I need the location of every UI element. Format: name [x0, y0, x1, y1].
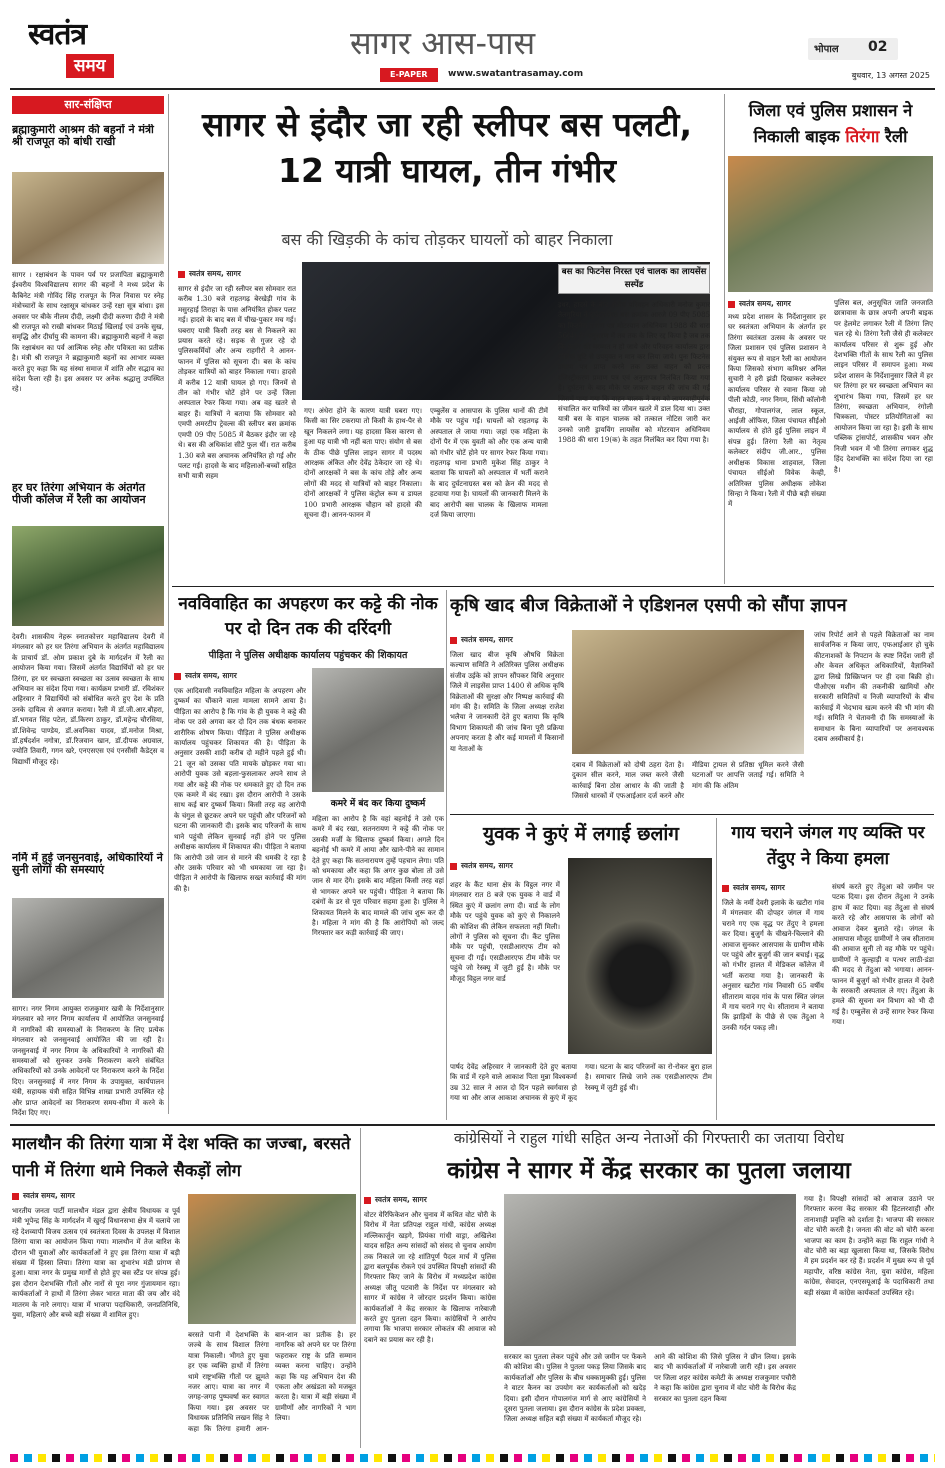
congress-byline: स्वतंत्र समय, सागर: [364, 1194, 484, 1206]
lead-fact-box: [558, 264, 710, 294]
leopard-byline: स्वतंत्र समय, सागर: [722, 882, 832, 894]
malthon-divider: [360, 1128, 361, 1448]
leopard-headline: गाय चराने जंगल गए व्यक्ति पर तेंदुए ने किया हमला: [731, 823, 925, 869]
sidebar-story2-body: देवरी। शासकीय नेहरू स्नातकोत्तर महाविद्यालय देवरी में मंगलवार को हर घर तिरंगा अभियान के अंतर्गत महाविद्यालय के प्राचार्य डॉ. ओम प्रकाश दुबे के मार्गदर्शन में रैली का आयोजन किया गया। जिसमें अंतर्गत विद्यार्थियों को हर घर तिरंगा, हर घर स्वच्छता स्वच्छता का उत्सव स्वच्छता के साथ अभियान का संदेश दिया गया। कार्यक्रम प्रभारी डॉ. रविशंकर अहिरवार ने विद्यार्थियों को संबोधित करते हुए देश के प्रति उनके दायित्व से अवगत कराया। रैली में डॉ.जी.आर.बौहरा, डॉ.भगवत सिंह पटेल, डॉ.किरण ठाकुर, डॉ.महेन्द्र चौरसिया, डॉ.शिवेन्द्र पाण्डेय, डॉ.अवनिका यादव, डॉ.मनोज मिश्रा, डॉ.हर्षदर्शन नगोत्रा, डॉ.रिजवान खान, डॉ.दीपक अग्रवाल, ज्योति तिवारी, गगन खरे, एनएसएस एवं एनसीसी कैडेट्स व विद्यार्थी मौजूद रहे।: [12, 633, 164, 766]
sidebar-story3-body: सागर। नगर निगम आयुक्त राजकुमार खत्री के निर्देशानुसार मंगलवार को नगर निगम कार्यालय में आयोजित जनसुनवाई में नागरिकों की समस्याओं के निराकरण के लिए प्रत्येक मंगलवार को जनसुनवाई आयोजित की जा रही है। जनसुनवाई में नगर निगम के अधिकारियों ने नागरिकों की समस्याओं को सुनकर उनके निराकरण करने संबंधित अधिकारियों को उनके आवेदनों पर निराकरण करने के निर्देश दिए। जनसुनवाई में नगर निगम के उपायुक्त, कार्यपालन यंत्री, सहायक यंत्री सहित विभिन्न शाखा प्रभारी उपस्थित रहे और प्राप्त आवेदनों का निराकरण समय-सीमा में करने के निर्देश दिए गए।: [12, 1005, 164, 1118]
lead-col4: इधर, हादसे के बाद क्षेत्रीय परिवहन अधिकारी मनोज कुमार तेलगुरिया ने दुर्घटनाग्रस्त बस क्रमांक आरजे 09 पीए 5085 का फिटनेस प्रमाण पत्र मोटरयान अधिनियम 1988 की धारा 56(4) के अनुसरण में तब तक के लिए रद्द किया है जब तक कि वाहन की मरम्मत न हो जाये और परिवहन कार्यालय द्वारा यांत्रिक त्रुटि से उपयुक्त न मान कर लिया जाये। पुनः फिटनेस प्रमाण पत्र प्राप्त करने तक उक्त वाहन को प्रदत्त रजिस्ट्रीकरण प्रमाण पत्र एवं अनुज्ञापत्र निलंबित किया गया है। दुर्घटना के बाद मौके पर जाकर वाहन की जांच की गई जिसमें पाया गया कि वाहन चालक ने बस को लापरवाहीपूर्वक संचालित कर यात्रियों का जीवन खतरे में डाल दिया था। उक्त यात्री बस के वाहन चालक को तत्काल नोटिस जारी कर उनको जारी ड्रायविंग लायसेंस को मोटरयान अधिनियम 1988 की धारा 19(क) के तहत निलंबित कर दिया गया है।: [558, 301, 710, 445]
fertilizer-col2: दबाव में विक्रेताओं को दोषी ठहरा देता है। दुकान सील करने, माल जब्त करने जैसी कार्रवाई बिना ठोस आधार के की जाती है जिससे धारकों में एफआईआर दर्ज करने और मीडिया ट्रायल से प्रतिष्ठा धूमिल करने जैसी घटनाओं पर आपत्ति जताई गई। समिति ने मांग की कि अंतिम: [572, 761, 804, 801]
epaper-bar: [380, 68, 750, 82]
congress-col2: सरकार का पुतला लेकर पहुंचे और उसे जमीन पर फेंकने की कोशिश की। पुलिस ने पुतला पकड़ लिया जिसके बाद कार्यकर्ताओं और पुलिस के बीच धक्कामुक्की हुई। पुलिस ने वाटर कैनन का उपयोग कर कार्यकर्ताओं को खदेड़ दिया। इसी दौरान गोपालगंज मार्ग से आए कांग्रेसियों ने दूसरा पुतला जलाया। इस दौरान कांग्रेस के प्रदेश प्रवक्ता, जिला अध्यक्ष सहित बड़ी संख्या में कार्यकर्ता मौजूद रहे।: [504, 1353, 646, 1424]
congress-col1: वोटर वेरिफिकेशन और चुनाव में कथित वोट चोरी के विरोध में नेता प्रतिपक्ष राहुल गांधी, कांग्रेस अध्यक्ष मल्लिकार्जुन खड़गे, प्रियंका गांधी वाड्रा, अखिलेश यादव सहित अन्य सांसदों को संसद से चुनाव आयोग तक निकाले जा रहे शांतिपूर्ण पैदल मार्च में पुलिस द्वारा बलपूर्वक रोकने एवं उपस्थित विपक्षी सांसदों की गिरफ्तार किए जाने के विरोध में मध्यप्रदेश कांग्रेस अध्यक्ष जीतू पटवारी के निर्देश पर मंगलवार को सागर में कांग्रेस ने जोरदार प्रदर्शन किया। कांग्रेस कार्यकर्ताओं ने केंद्र सरकार के खिलाफ नारेबाजी करते हुए पुतला दहन किया। कांग्रेसियों ने आरोप लगाया कि भाजपा सरकार लोकतंत्र की आवाज को दबाने का प्रयास कर रही है।: [364, 1211, 496, 1344]
rally-col2: पुलिस बल, अनुसूचित जाति जनजाति छात्रावास के छात्र अपनी अपनी बाइक पर हेलमेट लगाकर रैली में तिरंगा लिए चल रहे थे। तिरंगा रैली जैसे ही कलेक्टर कार्यालय परिसर से शुरू हुई और देशभक्ति गीतों के साथ रैली का पुलिस लाइन परिसर में समापन हुआ। मध्य प्रदेश शासन के निर्देशानुसार जिले में हर घर तिरंगा हर घर स्वच्छता अभियान का शुभारंभ किया गया, जिसमें हर घर तिरंगा, स्वच्छता अभियान, रंगोली चित्रकला, पोस्टर प्रतियोगिताओं का आयोजन किया जा रहा है। इसी के साथ पब्लिक ट्रांसपोर्ट, शासकीय भवन और निजी भवन में भी तिरंगा लगाकर शुद्ध हिंद देशभक्ति का संदेश दिया जा रहा है।: [834, 299, 933, 474]
sidebar-story2-photo: [12, 526, 164, 626]
well-col1: शहर के कैंट थाना क्षेत्र के विट्ठल नगर में मंगलवार रात 8 बजे एक युवक ने वार्ड में स्थित कुएं में छलांग लगा दी। वार्ड के लोग मौके पर पहुंचे युवक को कुएं से निकालने की कोशिश की लेकिन सफलता नहीं मिली। लोगों ने पुलिस को सूचना दी। कैंट पुलिस मौके पर पहुंची, एसडीआरएफ टीम को सूचना दी गई। एसडीआरएफ टीम मौके पर पहुंचे जो रेस्क्यू में जुटी हुई है। मौके पर मौजूद विट्ठल नगर वार्ड: [450, 881, 560, 983]
section-title: सागर आस-पास: [350, 24, 536, 62]
lead-bottom-rule: [172, 586, 934, 587]
congress-story: [364, 1128, 934, 1450]
rally-headline: जिला एवं पुलिस प्रशासन ने निकाली बाइक तिरंगा रैली: [748, 101, 913, 146]
logo-bottom: समय: [66, 54, 114, 78]
lead-story: [172, 94, 720, 586]
lead-headline: सागर से इंदौर जा रही स्लीपर बस पलटी, 12 यात्री घायल, तीन गंभीर: [201, 105, 692, 190]
malthon-col2: बरसते पानी में देशभक्ति के जज्बे के साथ विशाल तिरंगा यात्रा निकाली। भीगते हुए युवा हर एक व्यक्ति हाथों में तिरंगा थामे राष्ट्रभक्ति गीतों पर झूमते नजर आए। यात्रा का नगर में जगह-जगह पुष्पवर्षा कर स्वागत किया गया। इस अवसर पर विधायक प्रतिनिधि लखन सिंह ने कहा कि तिरंगा हमारी आन-बान-शान का प्रतीक है। हर नागरिक को अपने घर पर तिरंगा फहराकर राष्ट्र के प्रति सम्मान व्यक्त करना चाहिए। उन्होंने कहा कि यह अभियान देश की एकता और अखंडता को मजबूत करता है। यात्रा में बड़ी संख्या में ग्रामीणों और नागरिकों ने भाग लिया।: [188, 1331, 356, 1433]
malthon-col1: भारतीय जनता पार्टी मालथौन मंडल द्वारा क्षेत्रीय विधायक व पूर्व मंत्री भूपेन्द्र सिंह के मार्गदर्शन में खुरई विधानसभा क्षेत्र में चलाये जा रहे देशव्यापी विजय उत्सव एवं स्वतंत्रता दिवस के उपलक्ष में विशाल तिरंगा यात्रा का आयोजन किया गया। मालथौन में तेज बारिश के दौरान भी युवाओं और कार्यकर्ताओं ने हुए इस तिरंगा यात्रा में बड़ी संख्या में हिस्सा लिया। तिरंगा यात्रा का शुभारंभ मंडी प्रांगण से हुआ। यात्रा नगर के प्रमुख मार्गों से होते हुए बस स्टैंड पर संपन्न हुई। इस दौरान देशभक्ति गीतों और नारों से पूरा नगर गुंजायमान रहा। कार्यकर्ताओं ने हाथों में तिरंगा लेकर भारत माता की जय और वंदे मातरम के नारे लगाए। यात्रा में भाजपा पदाधिकारी, जनप्रतिनिधि, युवा, महिलाएं और बच्चे बड़ी संख्या में शामिल हुए।: [12, 1207, 180, 1320]
abduction-caption: कमरे में बंद कर किया दुष्कर्म: [330, 799, 426, 809]
sidebar-divider: [168, 94, 169, 1114]
rally-story: [728, 94, 933, 586]
well-col2: पार्षद देवेंद्र अहिरवार ने जानकारी देते हुए बताया कि वार्ड में रहने वाले आकाश पिता मुन्ना विश्वकर्मा उम्र 32 साल ने आज दो दिन पहले स्वर्गवास हो गया था और आज आकाश अचानक से कुएं में कूद गया। घटना के बाद परिजनों का रो-रोकर बुरा हाल है। समाचार लिखे जाने तक एसडीआरएफ टीम रेस्क्यू में जुटी हुई थी।: [450, 1063, 712, 1103]
website[interactable]: www.swatantrasamay.com: [448, 69, 584, 79]
malthon-headline: मालथौन की तिरंगा यात्रा में देश भक्ति का जज्बा, बरसते पानी में तिरंगा थामे निकले सैकड़ों लोग: [12, 1134, 351, 1180]
fertilizer-story: [450, 590, 934, 814]
rally-byline: स्वतंत्र समय, सागर: [728, 298, 848, 310]
abduction-photo: [312, 668, 444, 792]
congress-col3: आने की कोशिश की जिसे पुलिस ने छीन लिया। इसके बाद भी कार्यकर्ताओं में नारेबाजी जारी रही। इस अवसर पर जिला शहर कांग्रेस कमेटी के अध्यक्ष राजकुमार पचौरी ने कहा कि कांग्रेस द्वारा चुनाव में वोट चोरी के विरोध केंद्र सरकार का पुतला दहन किया: [654, 1353, 796, 1403]
lead-box-title: बस का फिटनेस निरस्त एवं चालक का लायसेंस सस्पेंड: [561, 267, 707, 290]
sidebar-story3-photo: [12, 898, 164, 998]
color-strip: [10, 1454, 935, 1462]
lead-subhead: बस की खिड़की के कांच तोड़कर घायलों को बाहर निकाला: [281, 230, 613, 249]
leopard-col2: संघर्ष करते हुए तेंदुआ को जमीन पर पटक दिया। इस दौरान तेंदुआ ने उनके हाथ में काट दिया। वह तेंदुआ से संघर्ष करते रहे और आसपास के लोगों को आवाज देकर बुलाते रहे। जंगल के आसपास मौजूद ग्रामीणों ने जब सीताराम की आवाज सुनी तो वह मौके पर पहुंचे। ग्रामीणों ने कुल्हाड़ी व पत्थर लाठी-डंडा की मदद से तेंदुआ को भगाया। आनन-फानन में बुजुर्ग को गंभीर हालत में देवरी के सरकारी अस्पताल ले गए। तेंदुआ के हमले की सूचना वन विभाग को भी दी गई है। एम्बुलेंस से उन्हें सागर रेफर किया गया।: [832, 883, 934, 1027]
well-headline: युवक ने कुएं में लगाई छलांग: [483, 823, 679, 845]
lead-byline: स्वतंत्र समय, सागर: [178, 268, 298, 280]
malthon-byline: स्वतंत्र समय, सागर: [12, 1190, 132, 1202]
lead-col3: एम्बुलेंस व आसपास के पुलिस थानों की टीमें मौके पर पहुंच गईं। घायलों को राहतगढ़ के अस्पताल ले जाया गया। जहां एक महिला के दोनों पैर में एक युवती को और एक अन्य यात्री को गंभीर चोटें होने पर सागर रेफर किया गया। राहतगढ़ थाना प्रभारी मुकेश सिंह ठाकुर ने बताया कि घायलों को अस्पताल में भर्ती कराने के बाद दुर्घटनाग्रस्त बस को क्रेन की मदद से हटवाया गया है। घायलों की जानकारी मिलने के बाद आरोपी बस चालक के खिलाफ मामला दर्ज किया जाएगा।: [430, 407, 548, 520]
abduction-col1: एक आदिवासी नवविवाहित महिला के अपहरण और दुष्कर्म का चौंकाने वाला मामला सामने आया है। पीड़िता का आरोप है कि गांव के ही युवक ने कट्टे की नोक पर उसे अगवा कर दो दिन तक बंधक बनाकर शारीरिक शोषण किया। पीड़िता ने पुलिस अधीक्षक कार्यालय पहुंचकर शिकायत की है। पीड़िता के अनुसार उसकी शादी करीब दो महीने पहले हुई थी। 21 जून को उसका पति मायके छोड़कर गया था। आरोपी युवक उसे बहला-फुसलाकर अपने साथ ले गया और कट्टे की नोक पर धमकाते हुए दो दिन तक एक कमरे में बंद रखा। इस दौरान आरोपी ने उसके साथ कई बार दुष्कर्म किया। किसी तरह वह आरोपी के चंगुल से छूटकर अपने घर पहुंची और परिजनों को घटना की जानकारी दी। इसके बाद परिजनों के साथ थाने पहुंची लेकिन सुनवाई नहीं होने पर पुलिस अधीक्षक कार्यालय में शिकायत की। पीड़िता ने बताया कि आरोपी उसे जान से मारने की धमकी दे रहा है और उसके परिवार को भी धमकाया जा रहा है। पीड़िता ने आरोपी के खिलाफ सख्त कार्रवाई की मांग की है।: [174, 687, 306, 893]
mid-bottom-rule: [10, 1124, 935, 1126]
abduction-divider: [446, 590, 447, 1120]
fertilizer-bottom-rule: [450, 814, 934, 815]
well-byline: स्वतंत्र समय, सागर: [450, 860, 560, 872]
sidebar-story3-headline: नर्मि में हुई जनसुनवाई, अधिकारियों ने सुनी लोगों की समस्याएं: [12, 852, 163, 877]
sidebar-story1-body: सागर । रक्षाबंधन के पावन पर्व पर प्रजापिता ब्रह्माकुमारी ईश्वरीय विश्वविद्यालय सागर की बहनों ने मध्य प्रदेश के कैबिनेट मंत्री गोविंद सिंह राजपूत के निज निवास पर स्नेह मंत्रोच्चारों के साथ रक्षासूत्र बांधकर उन्हें रक्षा सूत्र बांधा। इस अवसर पर बीके नीलम दीदी, लक्ष्मी दीदी करुणा दीदी ने मंत्री श्री राजपूत को राखी बांधकर मिठाई खिलाई एवं उनके सुख, समृद्धि और दीर्घायु की कामना की। ब्रह्माकुमारी बहनों ने कहा कि रक्षाबंधन का पर्व आत्मिक स्नेह और पवित्रता का प्रतीक है। मंत्री श्री राजपूत ने ब्रह्माकुमारी बहनों का आभार व्यक्त करते हुए कहा कि यह संस्था समाज में शांति और सद्भाव का संदेश फैला रही है। इस अवसर पर अनेक श्रद्धालु उपस्थित रहे।: [12, 271, 164, 394]
malthon-story: [12, 1128, 356, 1450]
lead-col2: गए। अंधेरा होने के कारण यात्री घबरा गए। किसी का सिर टकराया तो किसी के हाथ-पैर से खून निकलने लगा। यह हादसा किस कारण से हुआ यह यात्री भी नहीं बता पाए। संयोग से बस के ठीक पीछे पुलिस लाइन सागर में पदस्थ आरक्षक अंकित और देवेंद्र ठेकेदार जा रहे थे। दोनों आरक्षकों ने बस के कांच तोड़े और अन्य लोगों की मदद से यात्रियों को बाहर निकाला। दोनों आरक्षकों ने पुलिस कंट्रोल रूम व डायल 100 प्रभारी आरक्षक चौहान को हादसे की सूचना दी। आनन-फानन में: [304, 407, 422, 520]
page-box: [808, 38, 898, 60]
abduction-col2: महिला का आरोप है कि वहां बहनोई ने उसे एक कमरे में बंद रखा, सतनरायण ने कट्टे की नोक पर उसकी मर्जी के खिलाफ दुष्कर्म किया। अगले दिन बहनोई भी कमरे में आया और खाने-पीने का सामान देते हुए कहा कि सतनारायण तुम्हें पहचान लेगा। पति को धमकाया और कहा कि अगर कुछ बोला तो उसे जान से मार देंगे। इसके बाद महिला किसी तरह वहां से भागकर अपने घर पहुंची। पीड़िता ने बताया कि दबंगों के डर से पूरा परिवार सहमा हुआ है। पुलिस ने शिकायत मिलने के बाद मामले की जांच शुरू कर दी है। महिला ने मांग की है कि आरोपियों को जल्द गिरफ्तार कर कड़ी कार्रवाई की जाए।: [312, 815, 444, 938]
malthon-photo: [188, 1194, 356, 1324]
well-photo: [568, 858, 712, 1054]
abduction-subhead: पीड़िता ने पुलिस अधीक्षक कार्यालय पहुंचकर की शिकायत: [208, 650, 408, 661]
sidebar-story1-headline: ब्रह्माकुमारी आश्रम की बहनों ने मंत्री श्री राजपूत को बांधी राखी: [12, 124, 154, 149]
fertilizer-col1: जिला खाद बीज कृषि औषधि विक्रेता कल्याण समिति ने अतिरिक्त पुलिस अधीक्षक संजीव उईके को ज्ञापन सौंपकर विधि अनुसार जिले में लाइसेंस प्राप्त 1400 से अधिक कृषि विक्रेताओं की सुरक्षा और निष्पक्ष कार्रवाई की मांग की है। समिति के जिला अध्यक्ष राजेश भलैया ने जानकारी देते हुए बताया कि कृषि विभाग शिकायतों की जांच बिना पूरी प्रक्रिया अपनाए करता है और कई मामलों में किसानों या नेताओं के: [450, 651, 564, 753]
logo: [28, 18, 158, 82]
sidebar-label: सार-संक्षिप्त: [12, 96, 164, 114]
sidebar-story1-photo: [12, 172, 164, 264]
congress-kicker: कांग्रेसियों ने राहुल गांधी सहित अन्य नेताओं की गिरफ्तारी का जताया विरोध: [453, 1131, 845, 1147]
rally-photo: [728, 156, 933, 292]
page-number: 02: [868, 39, 888, 55]
fertilizer-photo: [572, 630, 804, 754]
masthead: [0, 0, 945, 90]
fertilizer-byline: स्वतंत्र समय, सागर: [450, 634, 570, 646]
well-divider: [716, 818, 717, 1120]
masthead-rule: [10, 88, 935, 90]
well-story: [450, 818, 712, 1122]
abduction-story: [172, 590, 444, 1122]
leopard-story: [722, 818, 934, 1122]
rally-col1: मध्य प्रदेश शासन के निर्देशानुसार हर घर स्वतंत्रता अभियान के अंतर्गत हर तिरंगा स्वतंत्रता उत्सव के अवसर पर जिला प्रशासन एवं पुलिस प्रशासन ने संयुक्त रूप से वाहन रैली का आयोजन किया जिसको संभाग कमिश्नर अनिल सुचारी ने हरी झंडी दिखाकर कलेक्टर कार्यालय परिसर से रवाना किया जो पीली कोठी, नगर निगम, सिंधी कॉलोनी चौराहा, गोपालगंज, लाल स्कूल, आईजी ऑफिस, जिला पंचायत सीईओ कार्यालय से होते हुई पुलिस लाइन में संपन्न हुई। तिरंगा रैली का नेतृत्व कलेक्टर संदीप जी.आर., पुलिस अधीक्षक विकास शाहवाल, जिला पंचायत सीईओ विवेक केव्ही, अतिरिक्त पुलिस अधीक्षक लोकेश सिन्हा ने किया। रैली में पीछे बड़ी संख्या में: [728, 313, 826, 509]
fertilizer-col3: जांच रिपोर्ट आने से पहले विक्रेताओं का नाम सार्वजनिक न किया जाए, एफआईआर हो चुके कीटनाशकों के निपटान के स्पष्ट निर्देश जारी हों और केवल अधिकृत अधिकारियों, वैज्ञानिकों द्वारा लिखे प्रिस्क्रिप्शन पर ही दवा बिक्री हो। पीओएस मशीन की तकनीकी खामियों और सरकारी समितियों व निजी व्यापारियों के बीच कार्रवाई में भेदभाव खत्म करने की भी मांग की गई। समिति ने चेतावनी दी कि समस्याओं के समाधान के बिना व्यापारियों पर अनावश्यक दबाव अस्वीकार्य है।: [814, 631, 934, 744]
logo-top: स्वतंत्र: [28, 18, 87, 52]
abduction-byline: स्वतंत्र समय, सागर: [174, 670, 294, 682]
congress-photo: [504, 1194, 796, 1346]
sidebar-story2-headline: हर घर तिरंगा अभियान के अंतर्गत पीजी कॉलेज में रैली का आयोजन: [12, 482, 146, 507]
epaper-label: E-PAPER: [380, 68, 438, 82]
date-line: बुधवार, 13 अगस्त 2025: [851, 71, 930, 80]
leopard-col1: जिले के नर्मी देवरी इलाके के खटौरा गांव में मंगलवार की दोपहर जंगल में गाय चराने गए एक वृद्ध पर तेंदुए ने हमला कर दिया। बुजुर्ग के चीखने-चिल्लाने की आवाज सुनकर आसपास के ग्रामीण मौके पर पहुंचे और बुजुर्ग की जान बचाई। वृद्ध को गंभीर हालत में मेडिकल कॉलेज में भर्ती कराया गया है। जानकारी के अनुसार खटौरा गांव निवासी 65 वर्षीय सीताराम यादव गांव के पास स्थित जंगल में गाय चराने गए थे। सीताराम ने बताया कि झाड़ियों के पीछे से एक तेंदुआ ने उनकी गर्दन पकड़ ली।: [722, 899, 824, 1032]
fertilizer-headline: कृषि खाद बीज विक्रेताओं ने एडिशनल एसपी को सौंपा ज्ञापन: [450, 595, 847, 616]
city-label: भोपाल: [814, 44, 839, 55]
lead-divider: [724, 94, 725, 584]
congress-col4: गया है। विपक्षी सांसदों को आवाज उठाने पर गिरफ्तार करना केंद्र सरकार की हिटलरशाही और तानाशाही प्रवृत्ति को दर्शाता है। भाजपा की सरकार वोट चोरी करती है। जनता की वोट को चोरी करना भाजपा का काम है। उन्होंने कहा कि राहुल गांधी ने वोट चोरी का बड़ा खुलासा किया था, जिसके विरोध में हम प्रदर्शन कर रहे हैं। प्रदर्शन में मुख्य रूप से पूर्व महापौर, वरिष्ठ कांग्रेस नेता, युवा कांग्रेस, महिला कांग्रेस, सेवादल, एनएसयूआई के पदाधिकारी तथा बड़ी संख्या में कांग्रेस कार्यकर्ता उपस्थित रहे।: [804, 1195, 934, 1297]
lead-col1: सागर से इंदौर जा रही स्लीपर बस सोमवार रात करीब 1.30 बजे राहतगढ़ बेरखेड़ी गांव के मसुरहाई तिराहा के पास अनियंत्रित होकर पलट गई। हादसे के बाद बस में चीख-पुकार मच गई। घबराए यात्री किसी तरह बस से निकलने का प्रयास करते रहे। सड़क से गुजर रहे दो पुलिसकर्मियों और अन्य राहगीरों ने आनन-फानन में पुलिस को सूचना दी। बस के कांच तोड़कर यात्रियों को बाहर निकाला गया। हादसे में करीब 12 यात्री घायल हो गए। जिनमें से तीन को गंभीर चोटें होने पर उन्हें जिला अस्पताल रेफर किया गया। अब वह खतरे से बाहर हैं। यात्रियों ने बताया कि सोमवार को एमपी अमरटीप ट्रेवल्स की स्लीपर बस क्रमांक एमपी 09 पीए 5085 में बैठकर इंदौर जा रहे थे। बस की अधिकांश सीटें फुल थीं। रात करीब 1.30 बजे बस अचानक अनियंत्रित हो गई और पलट गई। हादसे के बाद महिलाओं-बच्चों सहित सभी यात्री सहम: [178, 285, 296, 481]
sidebar: [12, 94, 164, 1128]
abduction-headline: नवविवाहित का अपहरण कर कट्टे की नोक पर दो दिन तक की दरिंदगी: [178, 594, 438, 639]
congress-headline: कांग्रेस ने सागर में केंद्र सरकार का पुतला जलाया: [447, 1158, 851, 1184]
